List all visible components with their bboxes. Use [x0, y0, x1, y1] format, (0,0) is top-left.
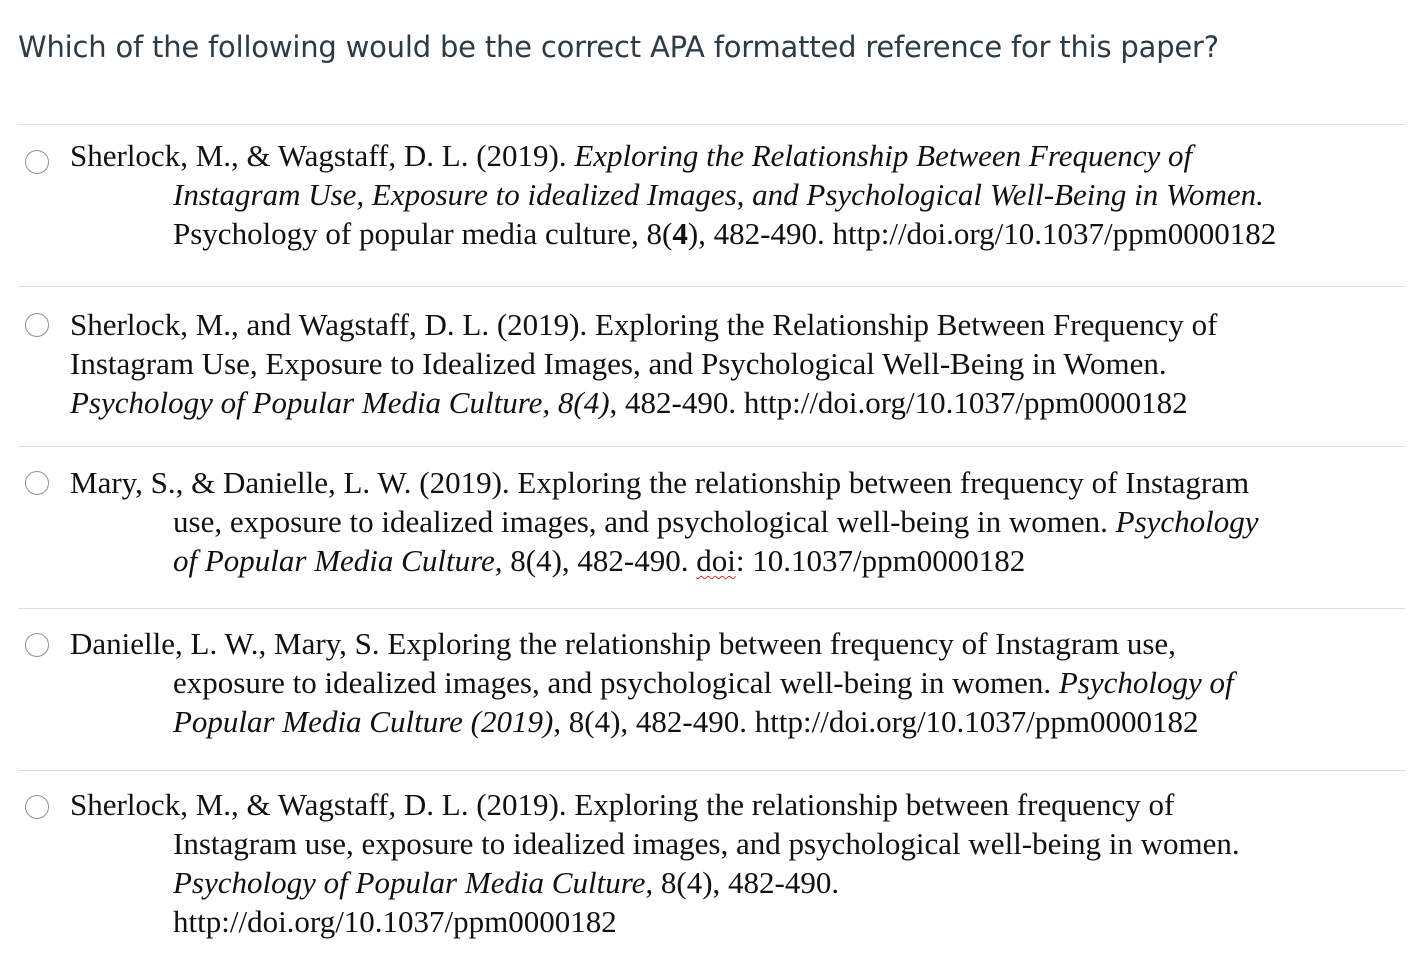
reference-line: [70, 824, 1400, 863]
reference-line: [70, 902, 1400, 941]
divider: [18, 124, 1405, 125]
reference-text-run: ), 482-490. http://doi.org/10.1037/ppm0000182: [687, 216, 1277, 251]
reference-text[interactable]: [70, 624, 1400, 741]
reference-text-run: 4: [672, 216, 688, 251]
reference-text-run: Popular Media Culture (2019),: [173, 704, 569, 739]
divider: [18, 770, 1405, 771]
reference-text-run: Psychology of: [1058, 665, 1234, 700]
reference-text-run: of Popular Media Culture,: [173, 543, 511, 578]
reference-text-run: Psychology of Popular Media Culture, 8(4): [70, 385, 610, 420]
reference-line: [70, 463, 1400, 502]
reference-text[interactable]: [70, 136, 1400, 253]
reference-text-run: Psychology: [1115, 504, 1259, 539]
reference-text-run: Sherlock, M., & Wagstaff, D. L. (2019).: [70, 138, 575, 173]
reference-line: [70, 663, 1400, 702]
reference-text-run: doi: [696, 543, 736, 578]
divider: [18, 446, 1405, 447]
reference-text-run: http://doi.org/10.1037/ppm0000182: [173, 904, 617, 939]
reference-line: [70, 541, 1400, 580]
reference-text-run: Sherlock, M., and Wagstaff, D. L. (2019). Exploring the Relationship Between Frequency of: [70, 307, 1218, 342]
reference-line: [70, 383, 1400, 422]
reference-text-run: Instagram Use, Exposure to Idealized Images, and Psychological Well-Being in Women.: [70, 346, 1167, 381]
radio-button[interactable]: [25, 313, 49, 337]
reference-line: [70, 702, 1400, 741]
question-text: Which of the following would be the correct APA formatted reference for this paper?: [18, 30, 1219, 64]
radio-button[interactable]: [25, 471, 49, 495]
reference-text-run: Instagram use, exposure to idealized images, and psychological well-being in women.: [173, 826, 1240, 861]
reference-text[interactable]: [70, 785, 1400, 941]
reference-text[interactable]: [70, 305, 1400, 422]
reference-line: [70, 863, 1400, 902]
reference-text-run: Exploring the Relationship Between Frequency of: [574, 138, 1193, 173]
reference-text-run: 8(4), 482-490.: [660, 865, 840, 900]
reference-line: [70, 502, 1400, 541]
reference-text-run: Psychology of popular media culture, 8(: [173, 216, 673, 251]
reference-text-run: Mary, S., & Danielle, L. W. (2019). Exploring the relationship between frequency of Instagram: [70, 465, 1250, 500]
reference-text-run: 8(4), 482-490.: [510, 543, 697, 578]
reference-text-run: 8(4), 482-490. http://doi.org/10.1037/ppm0000182: [568, 704, 1199, 739]
reference-line: [70, 214, 1400, 253]
divider: [18, 608, 1405, 609]
divider: [18, 286, 1405, 287]
radio-button[interactable]: [25, 633, 49, 657]
reference-text-run: , 482-490. http://doi.org/10.1037/ppm0000182: [609, 385, 1188, 420]
reference-line: [70, 136, 1400, 175]
reference-line: [70, 785, 1400, 824]
reference-line: [70, 344, 1400, 383]
reference-text-run: : 10.1037/ppm0000182: [735, 543, 1026, 578]
reference-text-run: use, exposure to idealized images, and psychological well-being in women.: [173, 504, 1116, 539]
reference-text-run: Psychology of Popular Media Culture,: [173, 865, 661, 900]
reference-text-run: Sherlock, M., & Wagstaff, D. L. (2019). Exploring the relationship between frequency of: [70, 787, 1175, 822]
reference-line: [70, 305, 1400, 344]
reference-text-run: exposure to idealized images, and psychological well-being in women.: [173, 665, 1059, 700]
radio-button[interactable]: [25, 150, 49, 174]
reference-text-run: Danielle, L. W., Mary, S. Exploring the relationship between frequency of Instagram use,: [70, 626, 1176, 661]
reference-line: [70, 624, 1400, 663]
reference-line: [70, 175, 1400, 214]
reference-text[interactable]: [70, 463, 1400, 580]
reference-text-run: Instagram Use, Exposure to idealized Images, and Psychological Well-Being in Women.: [173, 177, 1264, 212]
radio-button[interactable]: [25, 795, 49, 819]
